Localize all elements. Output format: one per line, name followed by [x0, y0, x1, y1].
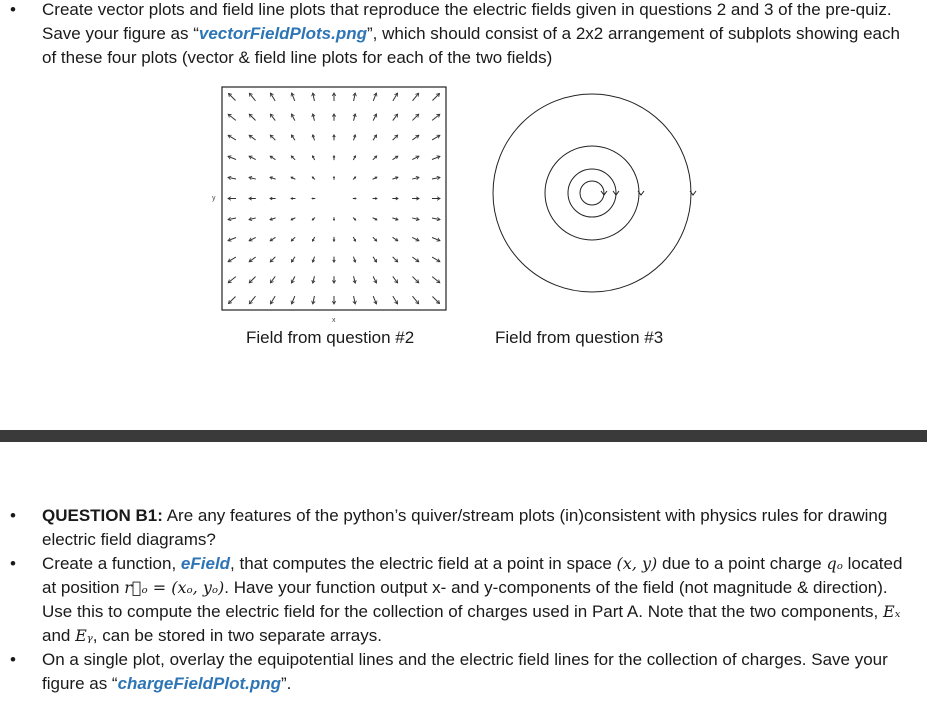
question-b1-text: Are any features of the python’s quiver/stream plots (in)consistent with physics rules for drawing electric field diagrams? [42, 506, 888, 549]
bullet-icon: • [10, 0, 16, 19]
quiver-arrow [432, 296, 439, 303]
quiver-x-label: x [332, 317, 336, 324]
quiver-arrows [228, 93, 440, 304]
field-circle-middle [545, 146, 639, 240]
section-divider [0, 430, 927, 442]
caption-question-3: Field from question #3 [495, 328, 664, 347]
efield-instruction [0, 552, 927, 648]
charge-expression: qₒ [826, 554, 843, 573]
position-expression: r⃗ₒ [124, 578, 148, 597]
overlay-filename: chargeFieldPlot.png [117, 674, 281, 693]
field-circle-center [580, 181, 604, 205]
point-expression: (x, y) [616, 554, 658, 573]
efield-function-name: eField [180, 554, 231, 573]
overlay-text-2: ”. [281, 674, 292, 693]
overlay-text-1: On a single plot, overlay the equipotential lines and the electric field lines for the collection of charges. Save your figure as “ [42, 650, 888, 693]
efield-text-4: located at position [42, 554, 903, 597]
ey-expression: Eᵧ [75, 626, 93, 645]
ex-expression: Eₓ [883, 602, 901, 621]
quiver-arrow [228, 296, 235, 303]
efield-text-3: due to a point charge [657, 554, 827, 573]
question-list [0, 504, 927, 696]
bullet-icon: • [10, 650, 16, 669]
bullet-icon: • [10, 506, 16, 525]
efield-text-6: , can be stored in two separate arrays. [92, 626, 382, 645]
quiver-y-label: y [212, 195, 216, 202]
question-b1-label: QUESTION B1: [42, 506, 163, 525]
efield-text-1: Create a function, [42, 554, 181, 573]
overlay-instruction [0, 648, 927, 696]
efield-text-2: , that computes the electric field at a point in space [230, 554, 617, 573]
instruction-text-1: Create vector plots and field line plots that reproduce the electric fields given in questions 2 and 3 of the pre-quiz. Save your figure as “ [42, 0, 892, 43]
quiver-plot [212, 87, 446, 324]
question-b1 [0, 504, 927, 552]
instruction-text-2: ”, which should consist of a 2x2 arrangement of subplots showing each of these four plots (vector & field line plots for each of the two fields) [42, 24, 900, 67]
quiver-arrow [432, 93, 439, 100]
caption-question-2: Field from question #2 [246, 328, 415, 347]
field-circle-outer [493, 94, 691, 292]
efield-and: and [42, 626, 76, 645]
circular-field-plot [493, 94, 696, 292]
efield-text-5: . Have your function output x- and y-components of the field (not magnitude & direction). Use this to compute the electric field for the collection of charges used in Part A. Note that the two components, [42, 578, 888, 621]
field-circle-inner [568, 169, 616, 217]
vector-filename: vectorFieldPlots.png [198, 24, 367, 43]
equals-sign: = [147, 578, 172, 597]
bullet-icon: • [10, 554, 16, 573]
position-value: (xₒ, yₒ) [171, 578, 225, 597]
quiver-arrow [228, 93, 235, 100]
